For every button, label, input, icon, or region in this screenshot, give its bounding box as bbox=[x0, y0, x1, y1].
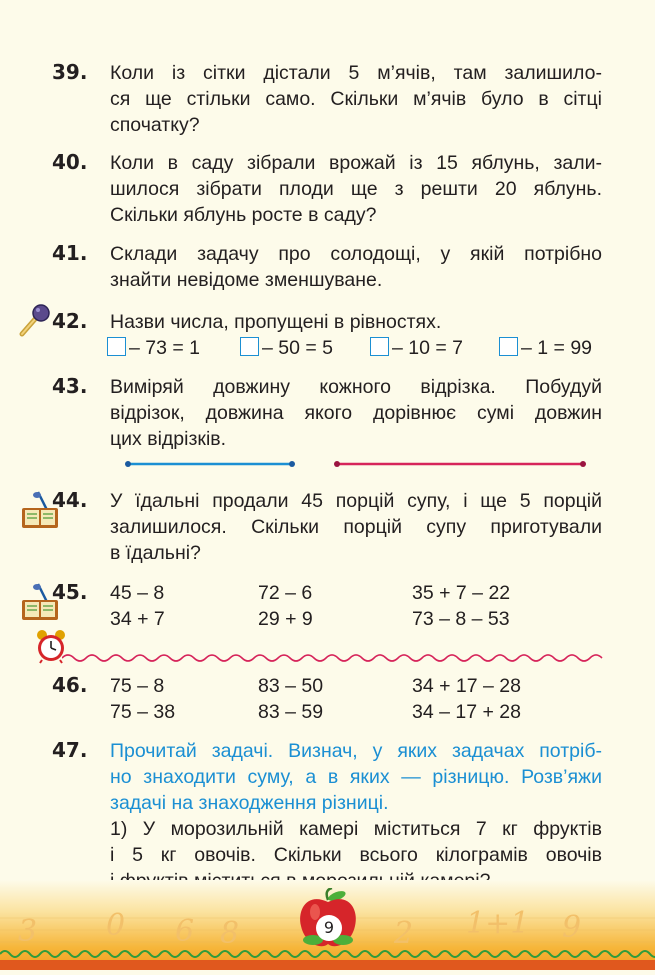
decor-digit: 8 bbox=[220, 916, 240, 951]
equation: – 50 = 5 bbox=[240, 335, 333, 361]
decor-digit: 2 bbox=[394, 916, 414, 951]
task-number: 44. bbox=[52, 488, 88, 512]
expression: 34 + 7 bbox=[110, 608, 165, 630]
task-text: У їдальні продали 45 порцій супу, і ще 5 порцій залишилося. Скільки порцій супу приготували в їдальні? bbox=[110, 490, 602, 564]
answer-box[interactable] bbox=[370, 337, 389, 356]
expression: 83 – 59 bbox=[258, 701, 324, 723]
decor-digit: 3 bbox=[18, 914, 38, 949]
equation: – 10 = 7 bbox=[370, 335, 463, 361]
segment-red-start bbox=[334, 461, 340, 467]
task-text: Коли із сітки дістали 5 м’ячів, там залишило- ся ще стільки само. Скільки м’ячів було в сітці спочатку? bbox=[110, 62, 602, 136]
task-number: 40. bbox=[52, 150, 88, 174]
expression: 72 – 6 bbox=[258, 582, 313, 604]
task-text: Склади задачу про солодощі, у якій потрібно знайти невідоме зменшуване. bbox=[110, 243, 602, 291]
expression: 75 – 8 bbox=[110, 675, 165, 697]
expression: 45 – 8 bbox=[110, 582, 165, 604]
page-number: 9 bbox=[316, 915, 342, 941]
task-instruction: Прочитай задачі. Визнач, у яких задачах потріб- но знаходити суму, а в яких — різницю. Розв’яжи задачі на знаходження різниці. bbox=[110, 740, 602, 814]
task-number: 45. bbox=[52, 580, 88, 604]
segments-figure bbox=[120, 455, 590, 475]
segment-blue-start bbox=[125, 461, 131, 467]
answer-box[interactable] bbox=[107, 337, 126, 356]
task-number: 41. bbox=[52, 241, 88, 265]
expression: 34 – 17 + 28 bbox=[412, 701, 521, 723]
segment-red-end bbox=[580, 461, 586, 467]
equation: – 73 = 1 bbox=[107, 335, 200, 361]
wavy-separator bbox=[62, 652, 607, 664]
expression: 83 – 50 bbox=[258, 675, 324, 697]
decor-digit: 9 bbox=[562, 910, 582, 945]
answer-box[interactable] bbox=[240, 337, 259, 356]
microphone-icon bbox=[16, 302, 52, 338]
task-text: Виміряй довжину кожного відрізка. Побудуй відрізок, довжина якого дорівнює сумі довжин цих відрізків. bbox=[110, 376, 602, 450]
expression: 75 – 38 bbox=[110, 701, 176, 723]
expression: 73 – 8 – 53 bbox=[412, 608, 510, 630]
decor-digit: 6 bbox=[175, 914, 195, 949]
task-text: Назви числа, пропущені в рівностях. bbox=[110, 311, 442, 333]
expression: 29 + 9 bbox=[258, 608, 313, 630]
answer-box[interactable] bbox=[499, 337, 518, 356]
decor-digit: 1+1 bbox=[466, 906, 530, 941]
equation: – 1 = 99 bbox=[499, 335, 592, 361]
expression: 35 + 7 – 22 bbox=[412, 582, 511, 604]
decor-digit: 0 bbox=[106, 908, 126, 943]
task-text: 1) У морозильній камері міститься 7 кг фруктів і 5 кг овочів. Скільки всього кілограмів овочів bbox=[110, 818, 602, 866]
task-number: 46. bbox=[52, 673, 88, 697]
expression: 34 + 17 – 28 bbox=[412, 675, 521, 697]
task-number: 42. bbox=[52, 309, 88, 333]
segment-blue-end bbox=[289, 461, 295, 467]
task-number: 43. bbox=[52, 374, 88, 398]
task-number: 39. bbox=[52, 60, 88, 84]
task-text: Коли в саду зібрали врожай із 15 яблунь, зали- шилося зібрати плоди ще з решти 20 яблунь. Скільки яблунь росте в саду? bbox=[110, 152, 602, 226]
task-number: 47. bbox=[52, 738, 88, 762]
